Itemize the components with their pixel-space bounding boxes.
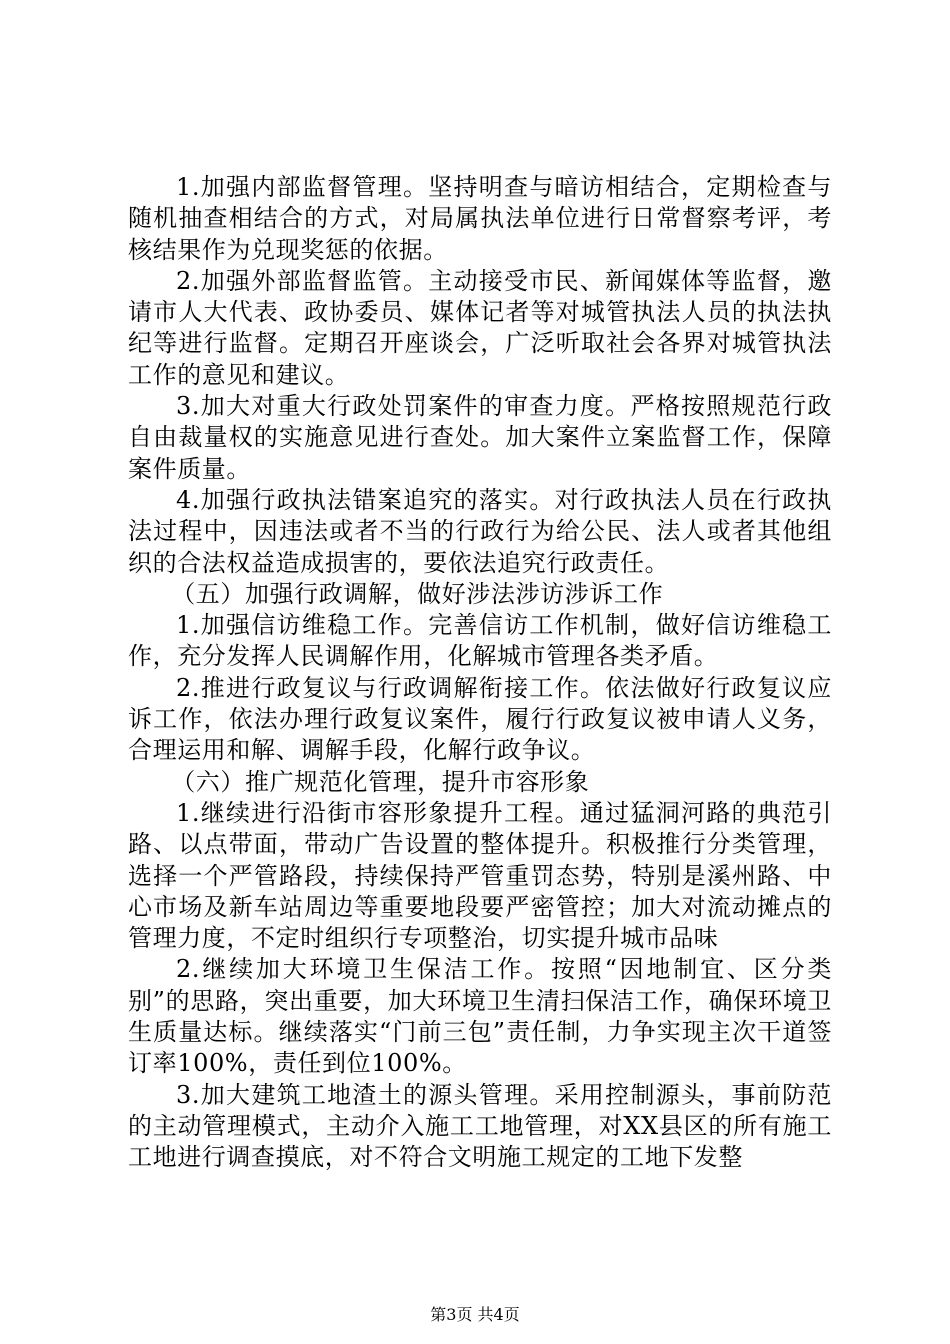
paragraph-construction-waste: 3.加大建筑工地渣土的源头管理。采用控制源头，事前防范的主动管理模式，主动介入施工工地管理，对XX县区的所有施工工地进行调查摸底，对不符合文明施工规定的工地下发整 — [128, 1080, 832, 1172]
paragraph-petition-stability: 1.加强信访维稳工作。完善信访工作机制，做好信访维稳工作，充分发挥人民调解作用，化解城市管理各类矛盾。 — [128, 611, 832, 671]
section-heading-six: （六）推广规范化管理，提升市容形象 — [171, 767, 590, 796]
paragraph-external-supervision: 2.加强外部监督监管。主动接受市民、新闻媒体等监督，邀请市人大代表、政协委员、媒体记者等对城管执法人员的执法执纪等进行监督。定期召开座谈会，广泛听取社会各界对城管执法工作的意见和建议。 — [128, 266, 832, 389]
paragraph-sanitation: 2.继续加大环境卫生保洁工作。按照“因地制宜、区分类别”的思路，突出重要，加大环境卫生清扫保洁工作，确保环境卫生质量达标。继续落实“门前三包”责任制，力争实现主次干道签订率100%，责任到位100%。 — [128, 955, 832, 1078]
paragraph-error-accountability: 4.加强行政执法错案追究的落实。对行政执法人员在行政执法过程中，因违法或者不当的行政行为给公民、法人或者其他组织的合法权益造成损害的，要依法追究行政责任。 — [128, 485, 832, 577]
page-number-footer: 第3页 共4页 — [430, 1305, 520, 1324]
paragraph-case-review: 3.加大对重大行政处罚案件的审查力度。严格按照规范行政自由裁量权的实施意见进行查处。加大案件立案监督工作，保障案件质量。 — [128, 392, 832, 483]
document-body — [128, 172, 832, 1174]
paragraph-administrative-review: 2.推进行政复议与行政调解衔接工作。依法做好行政复议应诉工作，依法办理行政复议案件，履行行政复议被申请人义务，合理运用和解、调解手段，化解行政争议。 — [128, 673, 832, 765]
paragraph-internal-supervision: 1.加强内部监督管理。坚持明查与暗访相结合，定期检查与随机抽查相结合的方式，对局属执法单位进行日常督察考评，考核结果作为兑现奖惩的依据。 — [128, 173, 832, 264]
paragraph-street-image: 1.继续进行沿街市容形象提升工程。通过猛洞河路的典范引路、以点带面，带动广告设置的整体提升。积极推行分类管理，选择一个严管路段，持续保持严管重罚态势，特别是溪州路、中心市场及新车站周边等重要地段要严密管控；加大对流动摊点的管理力度，不定时组织行专项整治，切实提升城市品味 — [128, 798, 832, 953]
section-heading-five: （五）加强行政调解，做好涉法涉访涉诉工作 — [171, 579, 664, 608]
